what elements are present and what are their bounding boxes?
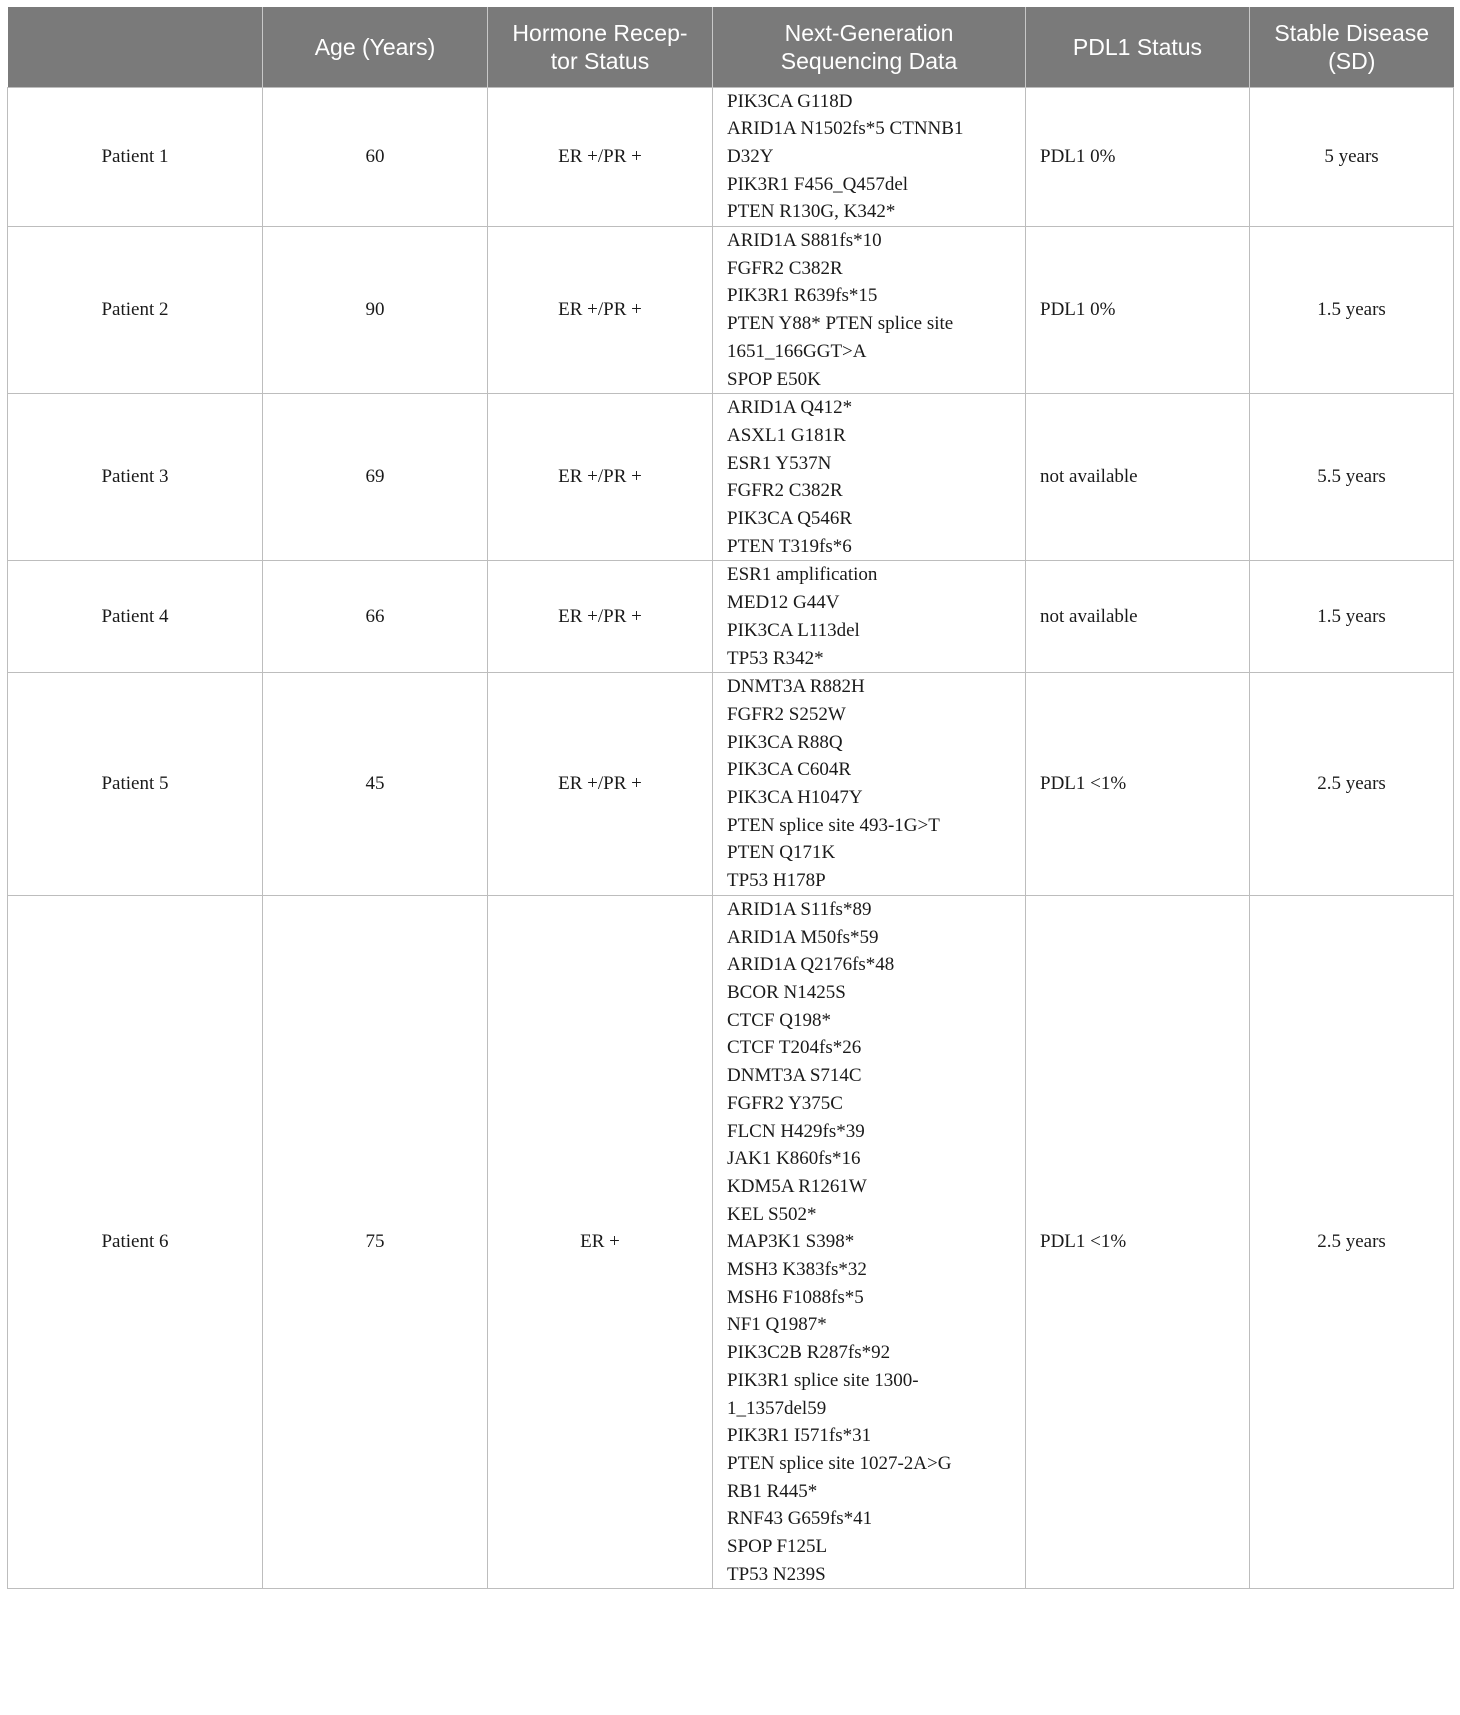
patient-cell: Patient 1 (8, 87, 263, 227)
age-cell: 90 (263, 227, 488, 394)
ngs-mutation-line: PTEN R130G, K342* (727, 201, 896, 223)
ngs-cell (713, 895, 1026, 1589)
ngs-mutation-line: MSH6 F1088fs*5 (727, 1286, 864, 1308)
ngs-mutation-line: TP53 H178P (727, 870, 826, 892)
patient-data-table (7, 7, 1454, 1589)
ngs-mutation-line: FLCN H429fs*39 (727, 1120, 865, 1142)
ngs-mutation-line: RB1 R445* (727, 1480, 818, 1502)
hormone-status-cell: ER +/PR + (488, 394, 713, 561)
ngs-mutation-line: MAP3K1 S398* (727, 1231, 855, 1253)
hormone-status-cell: ER +/PR + (488, 227, 713, 394)
ngs-mutation-line: PIK3CA R88Q (727, 731, 843, 753)
stable-disease-cell: 5.5 years (1250, 394, 1454, 561)
ngs-mutation-line: PIK3R1 F456_Q457del (727, 173, 909, 195)
ngs-mutation-line: 1651_166GGT>A (727, 340, 867, 362)
header-sd-line1: Stable Disease (1274, 19, 1430, 46)
ngs-mutation-line: SPOP F125L (727, 1536, 828, 1558)
stable-disease-cell: 5 years (1250, 87, 1454, 227)
ngs-mutation-line: D32Y (727, 145, 774, 167)
ngs-mutation-line: FGFR2 S252W (727, 703, 846, 725)
ngs-mutation-line: ESR1 amplification (727, 564, 878, 586)
ngs-cell (713, 87, 1026, 227)
header-ngs-data (713, 7, 1026, 87)
ngs-mutation-line: TP53 N239S (727, 1563, 826, 1585)
hormone-status-cell: ER + (488, 895, 713, 1589)
patient-cell: Patient 4 (8, 561, 263, 673)
age-cell: 66 (263, 561, 488, 673)
ngs-cell (713, 673, 1026, 896)
table-row (8, 561, 1454, 673)
stable-disease-cell: 2.5 years (1250, 673, 1454, 896)
ngs-mutation-line: ARID1A Q412* (727, 397, 853, 419)
header-sd-line2: (SD) (1328, 47, 1376, 74)
header-hormone-receptor-status (488, 7, 713, 87)
ngs-mutation-line: BCOR N1425S (727, 982, 846, 1003)
pdl1-status-cell: PDL1 <1% (1026, 673, 1250, 896)
ngs-mutation-line: PTEN Y88* PTEN splice site (727, 313, 954, 335)
ngs-mutation-line: CTCF Q198* (727, 1009, 831, 1031)
ngs-mutation-line: ARID1A S11fs*89 (727, 898, 872, 920)
ngs-mutation-line: PIK3CA G118D (727, 90, 853, 112)
header-pdl1-status: PDL1 Status (1026, 7, 1250, 87)
ngs-mutation-line: FGFR2 C382R (727, 257, 843, 279)
pdl1-status-cell: PDL1 0% (1026, 87, 1250, 227)
header-patient (8, 7, 263, 87)
header-ngs-line1: Next-Generation (784, 19, 954, 46)
ngs-mutation-line: KDM5A R1261W (727, 1175, 867, 1197)
header-age: Age (Years) (263, 7, 488, 87)
ngs-mutation-line: PTEN Q171K (727, 842, 836, 864)
ngs-mutation-line: PIK3C2B R287fs*92 (727, 1342, 891, 1364)
ngs-cell (713, 394, 1026, 561)
header-row (8, 7, 1454, 87)
hormone-status-cell: ER +/PR + (488, 673, 713, 896)
patient-cell: Patient 5 (8, 673, 263, 896)
table-container (7, 7, 1453, 1589)
ngs-mutation-line: 1_1357del59 (727, 1397, 827, 1419)
hormone-status-cell: ER +/PR + (488, 87, 713, 227)
table-row (8, 673, 1454, 896)
ngs-mutation-line: PIK3R1 I571fs*31 (727, 1425, 872, 1447)
hormone-status-cell: ER +/PR + (488, 561, 713, 673)
table-row (8, 895, 1454, 1589)
table-row (8, 87, 1454, 227)
pdl1-status-cell: not available (1026, 561, 1250, 673)
header-hormone-line1: Hormone Recep- (512, 19, 688, 46)
ngs-mutation-line: ESR1 Y537N (727, 452, 832, 474)
ngs-mutation-line: PIK3CA C604R (727, 759, 852, 781)
ngs-cell (713, 227, 1026, 394)
table-body (8, 87, 1454, 1589)
ngs-mutation-line: SPOP E50K (727, 368, 821, 390)
patient-cell: Patient 6 (8, 895, 263, 1589)
ngs-mutation-line: PIK3R1 splice site 1300- (727, 1369, 919, 1391)
age-cell: 60 (263, 87, 488, 227)
ngs-mutation-line: DNMT3A R882H (727, 676, 865, 698)
ngs-mutation-line: ARID1A S881fs*10 (727, 230, 882, 252)
ngs-mutation-line: ARID1A N1502fs*5 CTNNB1 (727, 118, 964, 140)
stable-disease-cell: 1.5 years (1250, 227, 1454, 394)
ngs-mutation-line: PIK3CA L113del (727, 619, 860, 641)
ngs-mutation-line: MED12 G44V (727, 592, 840, 614)
ngs-mutation-line: FGFR2 C382R (727, 480, 843, 502)
ngs-mutation-line: ARID1A M50fs*59 (727, 926, 879, 948)
ngs-mutation-line: PIK3R1 R639fs*15 (727, 285, 878, 307)
ngs-mutation-line: DNMT3A S714C (727, 1065, 862, 1087)
ngs-mutation-line: PTEN splice site 493-1G>T (727, 814, 940, 836)
ngs-mutation-line: ASXL1 G181R (727, 424, 846, 446)
header-stable-disease (1250, 7, 1454, 87)
ngs-mutation-line: TP53 R342* (727, 647, 824, 669)
patient-cell: Patient 3 (8, 394, 263, 561)
ngs-mutation-line: PTEN T319fs*6 (727, 535, 852, 557)
header-ngs-line2: Sequencing Data (780, 47, 958, 74)
ngs-mutation-line: PTEN splice site 1027-2A>G (727, 1452, 952, 1474)
age-cell: 45 (263, 673, 488, 896)
ngs-mutation-line: FGFR2 Y375C (727, 1092, 843, 1114)
ngs-mutation-line: RNF43 G659fs*41 (727, 1508, 873, 1530)
pdl1-status-cell: PDL1 0% (1026, 227, 1250, 394)
table-row (8, 227, 1454, 394)
ngs-mutation-line: KEL S502* (727, 1203, 817, 1225)
ngs-cell (713, 561, 1026, 673)
ngs-mutation-line: PIK3CA H1047Y (727, 787, 863, 809)
header-hormone-line2: tor Status (550, 47, 650, 74)
ngs-mutation-line: MSH3 K383fs*32 (727, 1259, 867, 1281)
age-cell: 69 (263, 394, 488, 561)
pdl1-status-cell: PDL1 <1% (1026, 895, 1250, 1589)
ngs-mutation-line: NF1 Q1987* (727, 1314, 827, 1336)
patient-cell: Patient 2 (8, 227, 263, 394)
stable-disease-cell: 1.5 years (1250, 561, 1454, 673)
table-row (8, 394, 1454, 561)
ngs-mutation-line: PIK3CA Q546R (727, 508, 853, 530)
pdl1-status-cell: not available (1026, 394, 1250, 561)
ngs-mutation-line: JAK1 K860fs*16 (727, 1148, 861, 1170)
ngs-mutation-line: ARID1A Q2176fs*48 (727, 954, 895, 976)
stable-disease-cell: 2.5 years (1250, 895, 1454, 1589)
age-cell: 75 (263, 895, 488, 1589)
ngs-mutation-line: CTCF T204fs*26 (727, 1037, 862, 1059)
